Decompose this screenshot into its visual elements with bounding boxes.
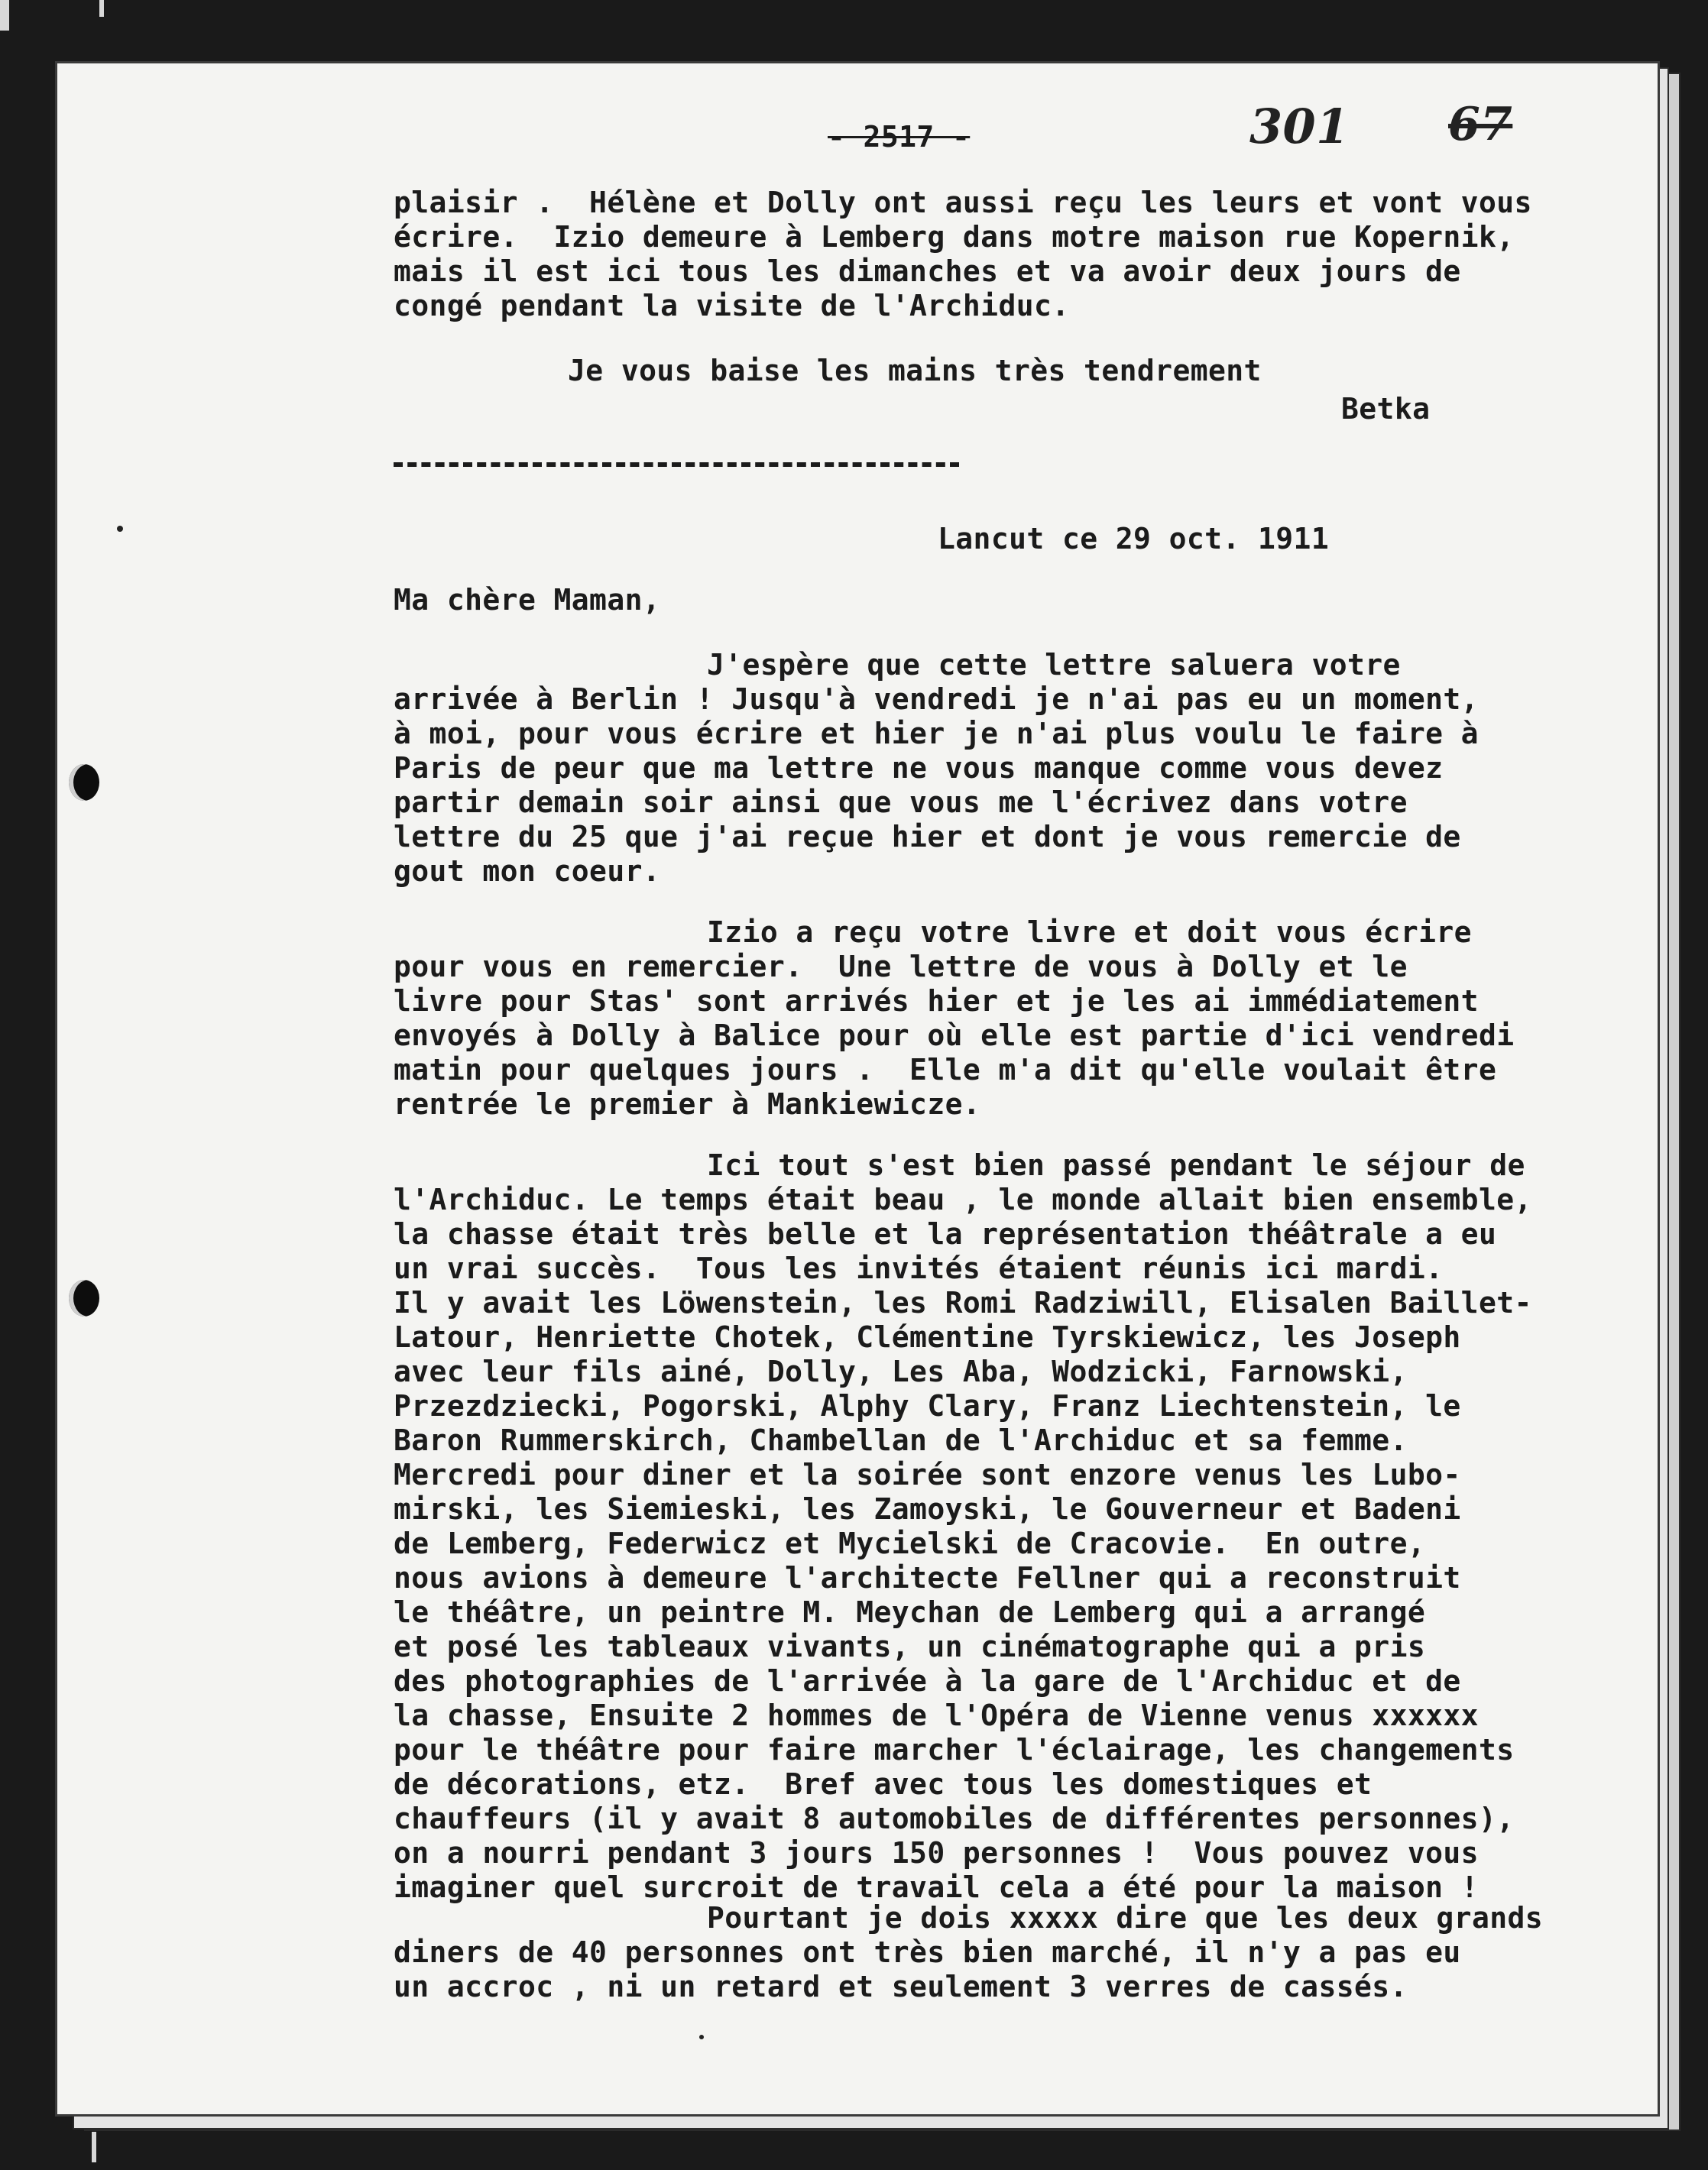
text-line: avec leur fils ainé, Dolly, Les Aba, Wodzicki, Farnowski, [394,1355,1408,1388]
text-line: pour vous en remercier. Une lettre de vous à Dolly et le [394,950,1408,983]
text-line: rentrée le premier à Mankiewicze. [394,1087,981,1121]
text-line: on a nourri pendant 3 jours 150 personnes ! Vous pouvez vous [394,1836,1479,1870]
text-line: matin pour quelques jours . Elle m'a dit qu'elle voulait être [394,1053,1497,1087]
page-number [828,120,970,154]
text-line: diners de 40 personnes ont très bien marché, il n'y a pas eu [394,1935,1461,1969]
text-line: Pourtant je dois xxxxx dire que les deux grands [707,1901,1544,1935]
text-line: Izio a reçu votre livre et doit vous écrire [707,915,1472,949]
folio-number-crossed: 67 [1448,98,1513,151]
text-line: pour le théâtre pour faire marcher l'éclairage, les changements [394,1733,1515,1767]
text-line: chauffeurs (il y avait 8 automobiles de différentes personnes), [394,1802,1515,1835]
text-line: J'espère que cette lettre saluera votre [707,648,1401,682]
text-line: l'Archiduc. Le temps était beau , le monde allait bien ensemble, [394,1183,1532,1216]
text-line: de Lemberg, Federwicz et Mycielski de Cracovie. En outre, [394,1527,1426,1560]
text-line: mirski, les Siemieski, les Zamoyski, le Gouverneur et Badeni [394,1492,1461,1526]
date-line: Lancut ce 29 oct. 1911 [938,522,1330,555]
signature: Betka [1341,392,1431,426]
ink-speck [117,526,123,532]
text-line: des photographies de l'arrivée à la gare de l'Archiduc et de [394,1664,1461,1698]
separator-line [394,462,959,467]
text-line: Il y avait les Löwenstein, les Romi Radziwill, Elisalen Baillet- [394,1286,1532,1320]
ink-speck [699,2035,704,2039]
edge-mark [0,0,9,31]
punch-hole [69,1280,99,1317]
page-number-text: - 2517 - [828,120,971,154]
text-line: à moi, pour vous écrire et hier je n'ai plus voulu le faire à [394,717,1479,750]
letter-page [55,61,1660,2117]
text-line: gout mon coeur. [394,854,661,888]
edge-mark [92,2132,96,2162]
edge-mark [99,0,104,17]
text-line: un vrai succès. Tous les invités étaient réunis ici mardi. [394,1252,1444,1285]
text-line: Baron Rummerskirch, Chambellan de l'Archiduc et sa femme. [394,1423,1408,1457]
text-line: partir demain soir ainsi que vous me l'écrivez dans votre [394,785,1408,819]
text-line: la chasse était très belle et la représentation théâtrale a eu [394,1217,1497,1251]
text-line: nous avions à demeure l'architecte Fellner qui a reconstruit [394,1561,1461,1595]
text-line: plaisir . Hélène et Dolly ont aussi reçu les leurs et vont vous [394,186,1532,219]
text-line: Mercredi pour diner et la soirée sont enzore venus les Lubo- [394,1458,1461,1491]
text-line: écrire. Izio demeure à Lemberg dans motre maison rue Kopernik, [394,220,1515,254]
text-line: et posé les tableaux vivants, un cinématographe qui a pris [394,1630,1426,1663]
salutation: Ma chère Maman, [394,583,661,617]
text-line: le théâtre, un peintre M. Meychan de Lemberg qui a arrangé [394,1595,1426,1629]
closing-line: Je vous baise les mains très tendrement [568,354,1262,387]
text-line: arrivée à Berlin ! Jusqu'à vendredi je n'ai pas eu un moment, [394,682,1479,716]
text-line: lettre du 25 que j'ai reçue hier et dont je vous remercie de [394,820,1461,853]
folio-number-handwritten: 301 [1249,99,1350,154]
text-line: envoyés à Dolly à Balice pour où elle est partie d'ici vendredi [394,1019,1515,1052]
text-line: livre pour Stas' sont arrivés hier et je les ai immédiatement [394,984,1479,1018]
text-line: Paris de peur que ma lettre ne vous manque comme vous devez [394,751,1444,785]
punch-hole [69,764,99,801]
text-line: imaginer quel surcroit de travail cela a été pour la maison ! [394,1870,1479,1904]
text-line: mais il est ici tous les dimanches et va avoir deux jours de [394,254,1461,288]
text-line: Ici tout s'est bien passé pendant le séjour de [707,1148,1525,1182]
text-line: congé pendant la visite de l'Archiduc. [394,289,1070,322]
text-line: Latour, Henriette Chotek, Clémentine Tyrskiewicz, les Joseph [394,1320,1461,1354]
text-line: la chasse, Ensuite 2 hommes de l'Opéra de Vienne venus xxxxxx [394,1699,1479,1732]
text-line: un accroc , ni un retard et seulement 3 verres de cassés. [394,1970,1408,2003]
text-line: Przezdziecki, Pogorski, Alphy Clary, Franz Liechtenstein, le [394,1389,1461,1423]
text-line: de décorations, etz. Bref avec tous les domestiques et [394,1767,1373,1801]
